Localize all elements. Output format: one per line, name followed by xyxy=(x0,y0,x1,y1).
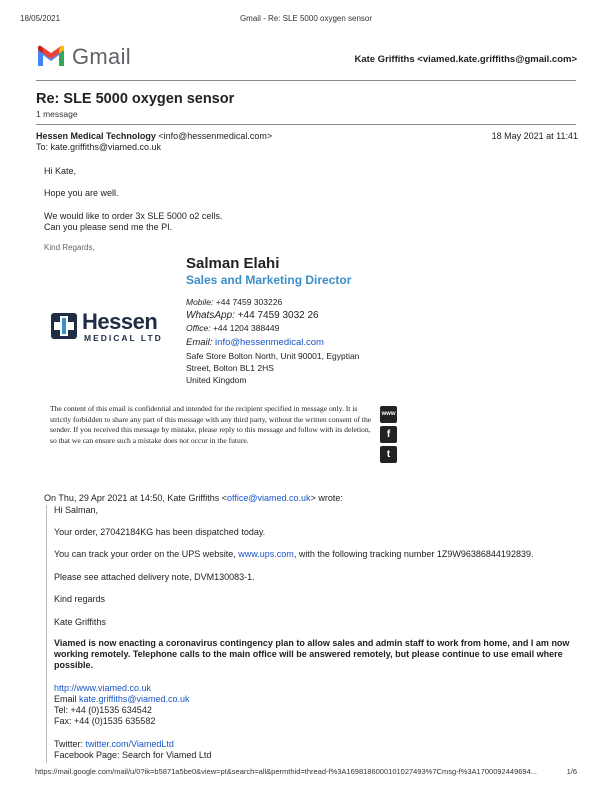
quoted-facebook: Facebook Page: Search for Viamed Ltd xyxy=(54,750,212,760)
quote-bar xyxy=(46,505,47,763)
header-divider xyxy=(36,80,576,81)
gmail-logo-icon xyxy=(36,44,66,68)
recipient-line: To: kate.griffiths@viamed.co.uk xyxy=(36,142,162,152)
quoted-regards: Kind regards xyxy=(54,594,106,604)
quoted-twitter-line: Twitter: twitter.com/ViamedLtd xyxy=(54,739,174,749)
signature-title: Sales and Marketing Director xyxy=(186,273,352,287)
website-icon[interactable]: www xyxy=(380,406,397,423)
message-date: 18 May 2021 at 11:41 xyxy=(491,131,578,141)
body-line: We would like to order 3x SLE 5000 o2 cells. xyxy=(44,211,223,221)
body-closing: Kind Regards, xyxy=(44,243,95,252)
quoted-tel: Tel: +44 (0)1535 634542 xyxy=(54,705,152,715)
twitter-icon[interactable]: t xyxy=(380,446,397,463)
print-title: Gmail - Re: SLE 5000 oxygen sensor xyxy=(239,14,373,23)
quoted-line: Your order, 27042184KG has been dispatched today. xyxy=(54,527,266,537)
hessen-logo-word: Hessen xyxy=(82,309,158,334)
signature-mobile: Mobile: +44 7459 303226 xyxy=(186,297,283,307)
body-line: Can you please send me the PI. xyxy=(44,222,173,232)
signature-office: Office: +44 1204 388449 xyxy=(186,323,280,333)
print-footer-url: https://mail.google.com/mail/u/0?ik=b5871a5be0&view=pt&search=all&permthid=thread-f%3A1698186000101027493%7Cmsg-f%3A1700092449694... xyxy=(35,767,538,776)
sender-name: Hessen Medical Technology xyxy=(36,131,156,141)
signature-address-line: Street, Bolton BL1 2HS xyxy=(186,363,274,373)
quoted-sender-email[interactable]: office@viamed.co.uk xyxy=(227,493,311,503)
hessen-logo-icon xyxy=(49,311,79,341)
signature-address-line: United Kingdom xyxy=(186,375,247,385)
quoted-website xyxy=(54,683,151,694)
quoted-fax: Fax: +44 (0)1535 635582 xyxy=(54,716,156,726)
signature-email: Email: info@hessenmedical.com xyxy=(186,337,324,348)
signature-email-link[interactable]: info@hessenmedical.com xyxy=(215,337,324,348)
print-date: 18/05/2021 xyxy=(20,14,61,23)
gmail-wordmark: Gmail xyxy=(72,44,131,69)
subject-divider xyxy=(36,124,576,125)
thread-subject: Re: SLE 5000 oxygen sensor xyxy=(36,91,235,107)
confidentiality-disclaimer: The content of this email is confidential and intended for the recipient specified in message only. It is strictly forbidden to share any part of this message with any third party, without the written consent of the sender. If you received this message by mistake, please reply to this message and follow with its deletion, so that we can ensure such a mistake does not occur in the future. xyxy=(50,404,372,445)
quoted-name: Kate Griffiths xyxy=(54,617,106,627)
sender-line xyxy=(36,131,272,141)
print-page-number: 1/6 xyxy=(566,767,577,776)
ups-link[interactable]: www.ups.com xyxy=(238,549,294,559)
viamed-website-link[interactable]: http://www.viamed.co.uk xyxy=(54,683,152,693)
signature-address-line: Safe Store Bolton North, Unit 90001, Egyptian xyxy=(186,351,360,361)
quoted-email-link[interactable]: kate.griffiths@viamed.co.uk xyxy=(79,694,190,704)
account-label: Kate Griffiths <viamed.kate.griffiths@gmail.com> xyxy=(354,54,577,65)
quoted-greeting: Hi Salman, xyxy=(54,505,99,515)
quoted-line: Please see attached delivery note, DVM130083-1. xyxy=(54,572,255,582)
body-line: Hope you are well. xyxy=(44,188,119,198)
twitter-link[interactable]: twitter.com/ViamedLtd xyxy=(85,739,174,749)
body-greeting: Hi Kate, xyxy=(44,166,77,176)
signature-name: Salman Elahi xyxy=(186,255,280,272)
quoted-notice: Viamed is now enacting a coronavirus contingency plan to allow sales and admin staff to work from home, and I am now working remotely. Telephone calls to the main office will be answered remotely, but please continue to use email where possible. xyxy=(54,638,570,670)
quoted-email-line: Email kate.griffiths@viamed.co.uk xyxy=(54,694,190,704)
message-count: 1 message xyxy=(36,109,78,119)
sender-email: <info@hessenmedical.com> xyxy=(158,131,273,141)
quoted-tracking-line: You can track your order on the UPS website, www.ups.com, with the following tracking number 1Z9W96386844192839. xyxy=(54,549,534,559)
facebook-icon[interactable]: f xyxy=(380,426,397,443)
hessen-logo-sub: MEDICAL LTD xyxy=(84,333,163,343)
quoted-header: On Thu, 29 Apr 2021 at 14:50, Kate Griffiths <office@viamed.co.uk> wrote: xyxy=(44,493,343,503)
signature-whatsapp: WhatsApp: +44 7459 3032 26 xyxy=(186,310,319,321)
